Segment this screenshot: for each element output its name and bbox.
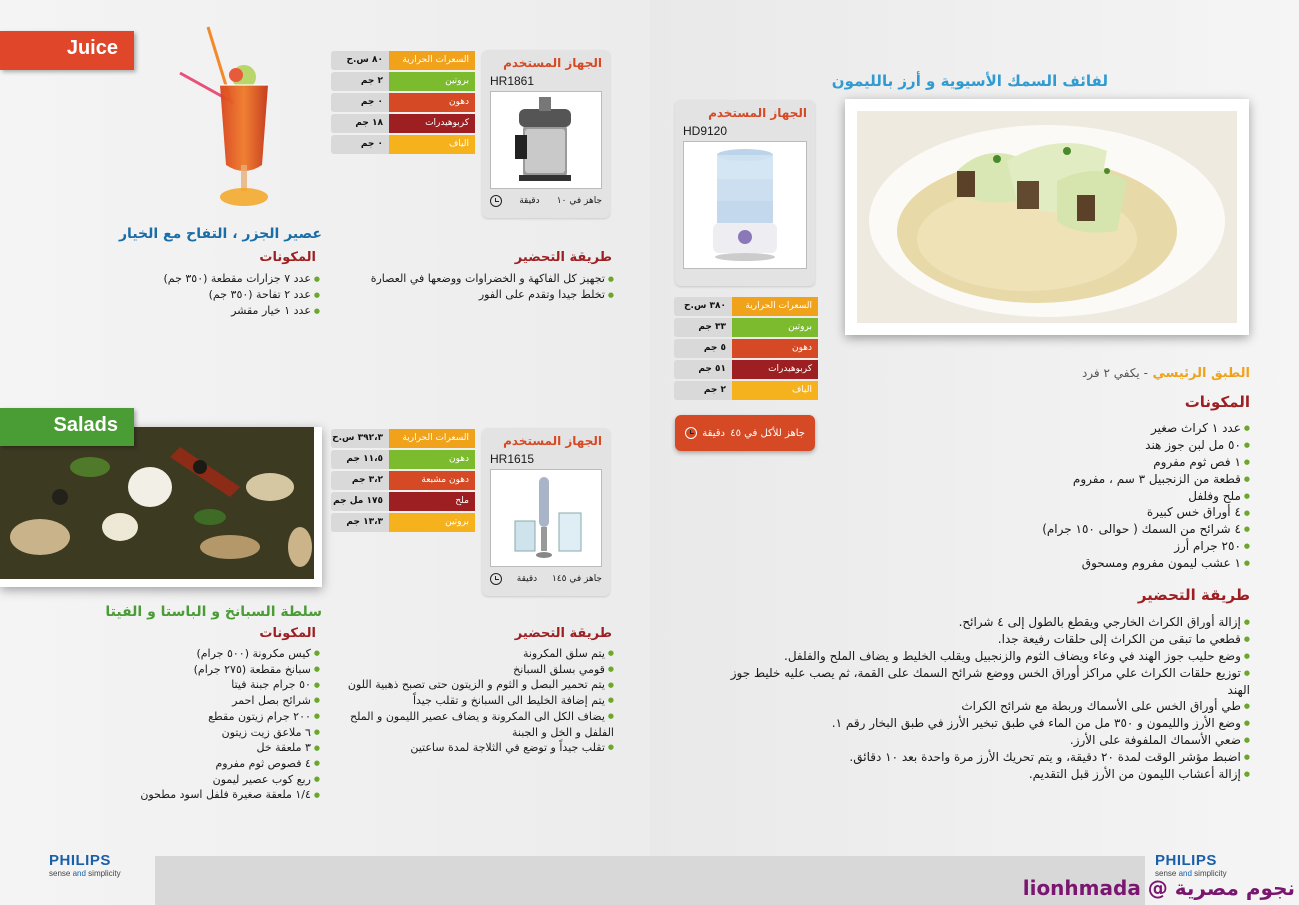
list-item: ● قطعي ما تبقى من الكراث إلى حلقات رفيعة جدا. (722, 631, 1250, 648)
list-item: ● ضعي الأسماك الملفوفة على الأرز. (722, 732, 1250, 749)
list-item: ● يتم تحمير البصل و الثوم و الزيتون حتى تصبح ذهبية اللون (330, 677, 614, 693)
nutrition-row: ٣،٢ جم دهون مشبعة (331, 471, 475, 490)
nutrition-row: ١١،٥ جم دهون (331, 450, 475, 469)
nutrition-row: ٠ جم الياف (331, 135, 475, 154)
salads-recipe-title: سلطة السبانخ و الباستا و الفيتا (105, 604, 322, 620)
list-item: ● ملح وفلفل (1000, 488, 1250, 505)
list-item: ● ربع كوب عصير ليمون (100, 772, 320, 788)
nutrition-row: ٣٩٢،٣ س.ح السعرات الحرارية (331, 429, 475, 448)
list-item: ● قطعة من الزنجبيل ٣ سم ، مفروم (1000, 471, 1250, 488)
list-item: ● شرائح بصل احمر (100, 693, 320, 709)
main-recipe-title: لفائف السمك الأسيوية و أرز بالليمون (831, 72, 1108, 90)
main-ready-time: جاهز للأكل في ٤٥ دقيقة (675, 415, 815, 451)
juice-glass-illustration (170, 25, 280, 215)
list-item: ● ٥٠ مل لبن جوز هند (1000, 437, 1250, 454)
nutrition-row: ٣٣ جم بروتين (674, 318, 818, 337)
list-item: ● اضبط مؤشر الوقت لمدة ٢٠ دقيقة، و يتم تحريك الأرز مرة واحدة بعد ١٠ دقائق. (722, 749, 1250, 766)
list-item: ● تقلب جيداً و توضع في الثلاجة لمدة ساعتين (330, 740, 614, 756)
blender-image (490, 469, 602, 567)
course-label: الطبق الرئيسي (1152, 366, 1250, 381)
salads-device-box (482, 428, 610, 596)
clock-icon (490, 573, 502, 585)
list-item: ● عدد ١ خيار مقشر (120, 303, 320, 319)
brand-slogan: sense and simplicity (1155, 869, 1227, 878)
list-item: ● عدد ٧ جزارات مقطعة (٣٥٠ جم) (120, 271, 320, 287)
salads-ingredients-list (100, 646, 320, 803)
list-item: ● إزالة أوراق الكراث الخارجي ويقطع بالطول إلى ٤ شرائح. (722, 614, 1250, 631)
list-item: ● يتم سلق المكرونة (330, 646, 614, 662)
salad-image (0, 427, 322, 587)
nutrition-row: ١٣،٣ جم بروتين (331, 513, 475, 532)
fish-rice-photo (845, 99, 1249, 335)
device-title: الجهاز المستخدم (503, 434, 602, 448)
nutrition-row: ٠ جم دهون (331, 93, 475, 112)
list-item: ● وضع حليب جوز الهند في وعاء ويضاف الثوم والزنجبيل ويقلب الخليط و يضاف الملح والفلفل. (722, 648, 1250, 665)
salads-ingredients-title: المكونات (259, 626, 316, 641)
list-item: ● توزيع حلقات الكراث علي مراكز أوراق الخس ووضع شرائح السمك على القمة، ثم يصب عليه خليط جوز الهند (722, 665, 1250, 699)
main-ingredients-title: المكونات (1184, 393, 1250, 411)
main-course-line (1000, 366, 1250, 381)
list-item: ● عدد ٢ تفاحة (٣٥٠ جم) (120, 287, 320, 303)
nutrition-row: ٢ جم الياف (674, 381, 818, 400)
device-model: HR1615 (490, 452, 535, 466)
brand-slogan: sense and simplicity (49, 869, 121, 878)
list-item: ● تجهيز كل الفاكهة و الخضراوات ووضعها في العصارة (320, 271, 614, 287)
list-item: ● ٤ فصوص ثوم مفروم (100, 756, 320, 772)
list-item: ● ٤ أوراق خس كبيرة (1000, 504, 1250, 521)
brand-wordmark: PHILIPS (1155, 852, 1217, 869)
salads-method-list (330, 646, 614, 756)
list-item: ● ٤ شرائح من السمك ( حوالى ١٥٠ جرام) (1000, 521, 1250, 538)
device-title: الجهاز المستخدم (708, 106, 807, 120)
nutrition-row: ٥١ جم كربوهيدرات (674, 360, 818, 379)
list-item: ● تخلط جيدا وتقدم على الفور (320, 287, 614, 303)
device-model: HR1861 (490, 74, 535, 88)
list-item: ● قومي بسلق السبانخ (330, 662, 614, 678)
juice-recipe-title: عصير الجزر ، التفاح مع الخيار (119, 226, 322, 242)
list-item: ● ٥٠ جرام جبنة فيتا (100, 677, 320, 693)
list-item: ● ١/٤ ملعقة صغيرة فلفل اسود مطحون (100, 787, 320, 803)
list-item: ● طي أوراق الخس على الأسماك وربطة مع شرائح الكراث (722, 698, 1250, 715)
juice-ingredients-list (120, 271, 320, 319)
device-model: HD9120 (683, 124, 728, 138)
clock-icon (685, 427, 697, 439)
list-item: ● وضع الأرز والليمون و ٣٥٠ مل من الماء في طبق تبخير الأرز في طبق البخار رقم ١. (722, 715, 1250, 732)
list-item: ● ٣ ملعقة خل (100, 740, 320, 756)
serves-label: - يكفي ٢ فرد (1081, 366, 1148, 380)
device-title: الجهاز المستخدم (503, 56, 602, 70)
steamer-image (683, 141, 807, 269)
list-item: ● سبانخ مقطعة (٢٧٥ جرام) (100, 662, 320, 678)
main-nutrition-table (674, 297, 818, 402)
philips-logo-left (49, 852, 121, 878)
main-method-title: طريقة التحضير (1137, 586, 1250, 604)
philips-logo-right (1155, 852, 1227, 878)
nutrition-row: ٨٠ س.ح السعرات الحرارية (331, 51, 475, 70)
juice-device-box (482, 50, 610, 218)
list-item: ● ١ فص ثوم مفروم (1000, 454, 1250, 471)
food-steamer-icon (705, 145, 785, 265)
nutrition-row: ٥ جم دهون (674, 339, 818, 358)
clock-icon (490, 195, 502, 207)
juicer-image (490, 91, 602, 189)
juice-method-list (320, 271, 614, 303)
salads-nutrition-table (331, 429, 475, 534)
juice-ingredients-title: المكونات (259, 250, 316, 265)
list-item: ● كيس مكرونة (٥٠٠ جرام) (100, 646, 320, 662)
list-item: ● ٢٥٠ جرام أرز (1000, 538, 1250, 555)
salads-section-tag: Salads (0, 408, 134, 446)
main-method-list (722, 614, 1250, 783)
watermark-text: نجوم مصرية @ lionhmada (1022, 876, 1295, 900)
list-item: ● إزالة أعشاب الليمون من الأرز قبل التقديم. (722, 766, 1250, 783)
brand-wordmark: PHILIPS (49, 852, 111, 869)
nutrition-row: ٢ جم بروتين (331, 72, 475, 91)
nutrition-row: ٣٨٠ س.ح السعرات الحرارية (674, 297, 818, 316)
nutrition-row: ١٨ جم كربوهيدرات (331, 114, 475, 133)
list-item: ● ١ عشب ليمون مفروم ومسحوق (1000, 555, 1250, 572)
nutrition-row: ١٧٥ مل جم ملح (331, 492, 475, 511)
juice-section-tag: Juice (0, 31, 134, 70)
list-item: ● عدد ١ كراث صغير (1000, 420, 1250, 437)
device-ready-time: جاهز في ١٤٥ دقيقة (490, 573, 602, 585)
fish-rolls-image (857, 111, 1237, 323)
hand-blender-icon (501, 473, 591, 563)
list-item: ● يضاف الكل الى المكرونة و يضاف عصير الليمون و الملح الفلفل و الخل و الجبنة (330, 709, 614, 740)
main-ingredients-list (1000, 420, 1250, 572)
main-device-box (675, 100, 815, 286)
salads-method-title: طريقة التحضير (514, 626, 612, 641)
list-item: ● ٦ ملاعق زيت زيتون (100, 725, 320, 741)
salad-photo (0, 427, 322, 587)
juicer-icon (511, 95, 581, 185)
list-item: ● يتم إضافة الخليط الى السبانخ و تقلب جيداً (330, 693, 614, 709)
juice-nutrition-table (331, 51, 475, 156)
device-ready-time: جاهز في ١٠ دقيقة (490, 195, 602, 207)
list-item: ● ٢٠٠ جرام زيتون مقطع (100, 709, 320, 725)
juice-method-title: طريقة التحضير (514, 250, 612, 265)
